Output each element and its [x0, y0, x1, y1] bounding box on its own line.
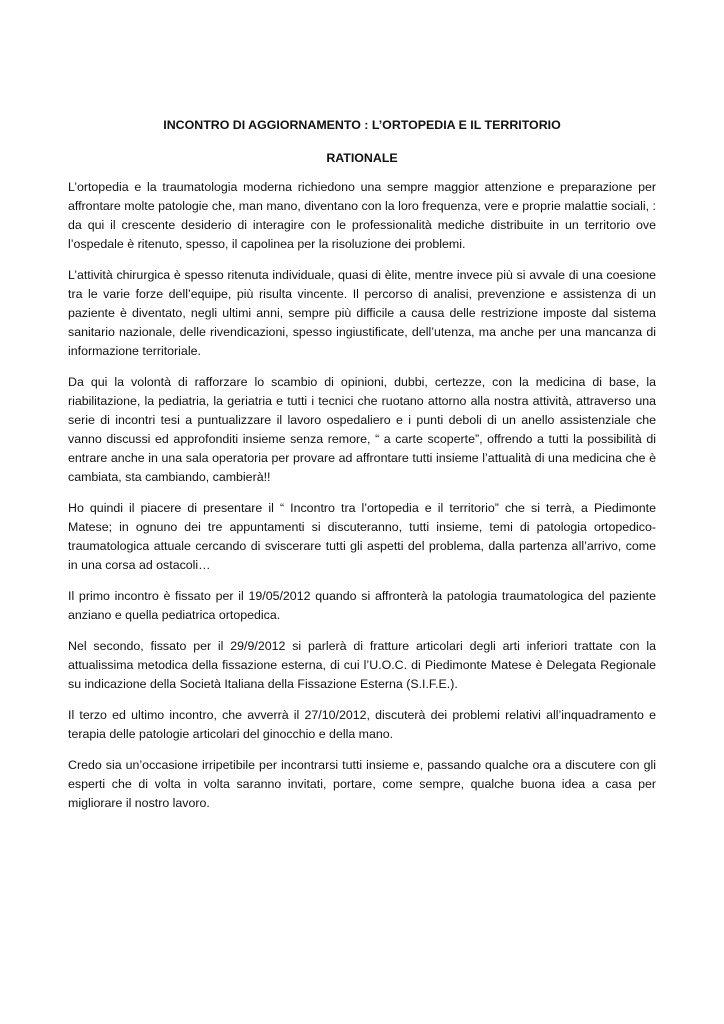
paragraph-first-meeting: Il primo incontro è fissato per il 19/05/2012 quando si affronterà la patologia traumatologica del paziente anziano e quella pediatrica ortopedica.: [68, 589, 656, 622]
document-subtitle: RATIONALE: [326, 151, 398, 165]
document-body: [68, 178, 656, 813]
document-title: INCONTRO DI AGGIORNAMENTO : L’ORTOPEDIA E IL TERRITORIO: [163, 118, 561, 132]
paragraph-presentation: Ho quindi il piacere di presentare il “ Incontro tra l’ortopedia e il territorio” che si terrà, a Piedimonte Matese; in ognuno dei tre appuntamenti si discuteranno, tutti insieme, temi di patologia ortopedico-traumatologica attuale cercando di sviscerare tutti gli aspetti del problema, dalla partenza all’arrivo, come in una corsa ad ostacoli…: [68, 501, 656, 572]
paragraph-exchange: Da qui la volontà di rafforzare lo scambio di opinioni, dubbi, certezze, con la medicina di base, la riabilitazione, la pediatria, la geriatria e tutti i tecnici che ruotano attorno alla nostra attività, attraverso una serie di incontri tesi a puntualizzare il lavoro ospedaliero e i punti deboli di un anello assistenziale che vanno discussi ed approfonditi insieme senza remore, “ a carte scoperte”, offrendo a tutti la possibilità di entrare anche in una sala operatoria per provare ad affrontare tutti insieme l’attualità di una medicina che è cambiata, sta cambiando, cambierà!!: [68, 375, 656, 484]
paragraph-intro: L’ortopedia e la traumatologia moderna richiedono una sempre maggior attenzione e preparazione per affrontare molte patologie che, man mano, diventano con la loro frequenza, vere e proprie malattie sociali, : da qui il crescente desiderio di interagire con le professionalità mediche distribuite in un territorio ove l’ospedale è ritenuto, spesso, il capolinea per la risoluzione dei problemi.: [68, 180, 656, 251]
document-page: [68, 116, 656, 813]
paragraph-surgical-activity: L’attività chirurgica è spesso ritenuta individuale, quasi di èlite, mentre invece più si avvale di una coesione tra le varie forze dell’equipe, più risulta vincente. Il percorso di analisi, prevenzione e assistenza di un paziente è diventato, negli ultimi anni, sempre più difficile a causa delle restrizione imposte dal sistema sanitario nazionale, delle rivendicazioni, spesso ingiustificate, dell’utenza, ma anche per una mancanza di informazione territoriale.: [68, 268, 656, 358]
paragraph-third-meeting: Il terzo ed ultimo incontro, che avverrà il 27/10/2012, discuterà dei problemi relativi all’inquadramento e terapia delle patologie articolari del ginocchio e della mano.: [68, 708, 656, 741]
paragraph-second-meeting: Nel secondo, fissato per il 29/9/2012 si parlerà di fratture articolari degli arti inferiori trattate con la attualissima metodica della fissazione esterna, di cui l’U.O.C. di Piedimonte Matese è Delegata Regionale su indicazione della Società Italiana della Fissazione Esterna (S.I.F.E.).: [68, 639, 656, 691]
paragraph-closing: Credo sia un’occasione irripetibile per incontrarsi tutti insieme e, passando qualche ora a discutere con gli esperti che di volta in volta saranno invitati, portare, come sempre, qualche buona idea a casa per migliorare il nostro lavoro.: [68, 758, 656, 810]
